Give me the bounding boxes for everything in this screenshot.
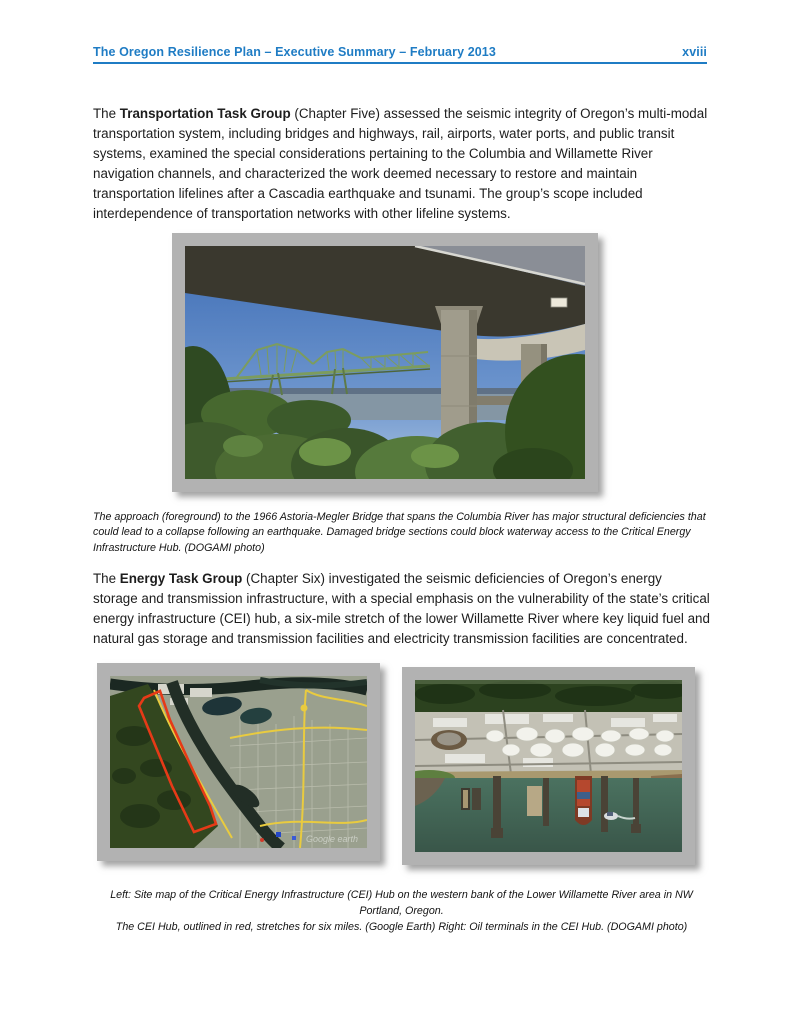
bottom-caption-line2: The CEI Hub, outlined in red, stretches for six miles. (Google Earth) Right: Oil terminals in the CEI Hub. (DOGAMI photo) (115, 920, 688, 933)
map-marker-blue (276, 832, 281, 837)
map-marker-blue2 (292, 836, 296, 840)
paragraph-transportation-prefix: The (93, 106, 120, 122)
cei-site-map (110, 676, 367, 848)
paragraph-energy-rest: (Chapter Six) investigated the seismic deficiencies of Oregon’s energy storage and transmission infrastructure, with a special emphasis on the vulnerability of the state’s critical energy infrastructure (CEI) hub, a six-mile stretch of the lower Willamette River where key liquid fuel and natural gas storage and transmission facilities and electricity transmission facilities are concentrated. (93, 571, 710, 647)
barge-tan (527, 786, 542, 816)
google-earth-watermark: Google earth (306, 834, 359, 844)
bridge-photo-caption: The approach (foreground) to the 1966 Astoria-Megler Bridge that spans the Columbia River has major structural deficiencies that could lead to a collapse following an earthquake. Damaged bridge sections could block waterway access to the Critical Energy Infrastructure Hub. (DOGAMI photo) (93, 510, 706, 555)
bottom-caption-line1: Left: Site map of the Critical Energy Infrastructure (CEI) Hub on the western bank of the Lower Willamette River area in NW Portland, Oregon. (110, 889, 693, 917)
paragraph-energy-bold: Energy Task Group (119, 571, 243, 587)
paragraph-transportation (93, 104, 710, 224)
bridge-photo (185, 246, 585, 479)
highway-junction (301, 705, 308, 712)
paragraph-transportation-rest: (Chapter Five) assessed the seismic integrity of Oregon’s multi-modal transportation system, including bridges and highways, rail, airports, water ports, and public transit systems, examined the special considerations pertaining to the Columbia and Willamette River navigation channels, and characterized the work deemed necessary to restore and maintain transportation lifelines after a Cascadia earthquake and tsunami. The group’s scope included interdependence of transportation networks with other lifeline systems. (93, 106, 708, 222)
cei-map-frame (97, 663, 380, 861)
paragraph-energy (93, 569, 710, 649)
page-header (93, 45, 707, 64)
bottom-figures-caption (93, 888, 710, 935)
containment-tank-top (437, 733, 461, 746)
header-page-number: xviii (682, 45, 707, 59)
map-marker-red (260, 838, 264, 842)
oil-terminals-photo (415, 680, 682, 852)
cargo-ship (575, 776, 592, 825)
paragraph-transportation-bold: Transportation Task Group (119, 106, 291, 122)
paragraph-energy-prefix: The (93, 571, 120, 587)
oil-terminals-frame (402, 667, 695, 865)
header-title: The Oregon Resilience Plan – Executive Summary – February 2013 (93, 45, 496, 59)
bridge-photo-frame (172, 233, 598, 492)
road-sign (551, 298, 567, 307)
hill-haze (415, 680, 682, 684)
